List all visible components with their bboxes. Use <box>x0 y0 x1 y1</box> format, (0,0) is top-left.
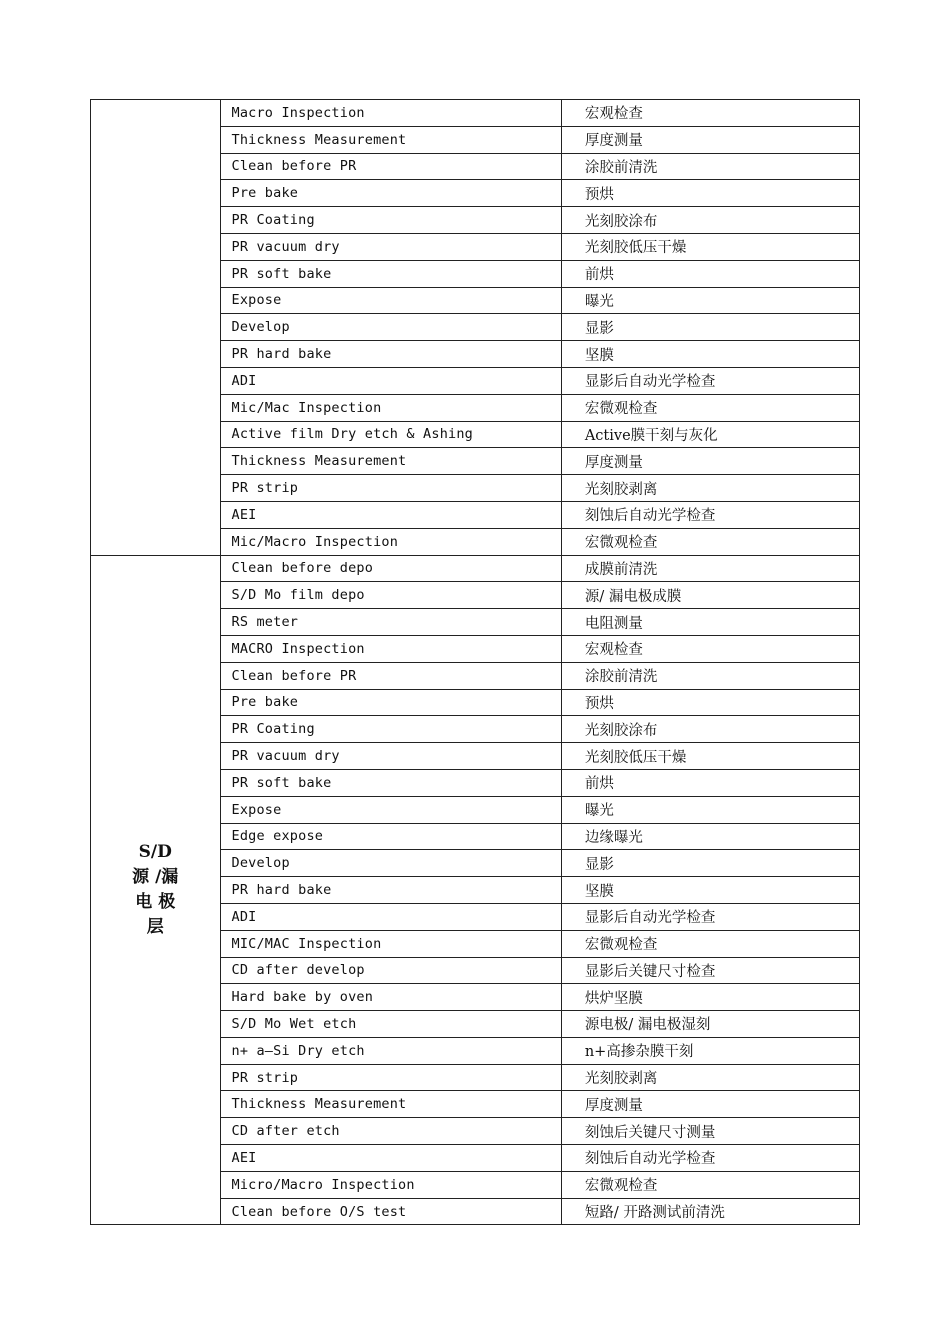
step-english-name: PR Coating <box>220 716 561 743</box>
step-english-name: RS meter <box>220 609 561 636</box>
step-chinese-name: 宏观检查 <box>561 635 859 662</box>
step-english-name: Expose <box>220 287 561 314</box>
step-english-name: Clean before PR <box>220 662 561 689</box>
step-english-name: Expose <box>220 796 561 823</box>
step-english-name: Thickness Measurement <box>220 448 561 475</box>
step-chinese-name: 边缘曝光 <box>561 823 859 850</box>
step-english-name: Active film Dry etch & Ashing <box>220 421 561 448</box>
step-chinese-name: 涂胶前清洗 <box>561 662 859 689</box>
step-chinese-name: 厚度测量 <box>561 448 859 475</box>
step-chinese-name: 刻蚀后自动光学检查 <box>561 1145 859 1172</box>
step-english-name: PR strip <box>220 475 561 502</box>
process-step-row <box>91 100 860 127</box>
layer-name-line: 源 /漏 <box>132 867 179 887</box>
step-chinese-name: 光刻胶低压干燥 <box>561 233 859 260</box>
step-chinese-name: 光刻胶涂布 <box>561 207 859 234</box>
step-chinese-name: 曝光 <box>561 287 859 314</box>
step-english-name: Clean before O/S test <box>220 1198 561 1225</box>
step-english-name: AEI <box>220 1145 561 1172</box>
step-english-name: Mic/Mac Inspection <box>220 394 561 421</box>
step-chinese-name: 曝光 <box>561 796 859 823</box>
step-chinese-name: 源电极/ 漏电极湿刻 <box>561 1011 859 1038</box>
step-chinese-name: 显影 <box>561 314 859 341</box>
step-english-name: Hard bake by oven <box>220 984 561 1011</box>
step-english-name: S/D Mo film depo <box>220 582 561 609</box>
step-chinese-name: 宏观检查 <box>561 100 859 127</box>
step-english-name: PR hard bake <box>220 877 561 904</box>
step-chinese-name: 显影后自动光学检查 <box>561 903 859 930</box>
step-english-name: Macro Inspection <box>220 100 561 127</box>
step-chinese-name: 宏微观检查 <box>561 528 859 555</box>
step-english-name: PR soft bake <box>220 260 561 287</box>
step-chinese-name: 预烘 <box>561 689 859 716</box>
step-english-name: PR soft bake <box>220 769 561 796</box>
step-english-name: Clean before PR <box>220 153 561 180</box>
step-english-name: CD after etch <box>220 1118 561 1145</box>
step-english-name: PR hard bake <box>220 341 561 368</box>
step-english-name: ADI <box>220 367 561 394</box>
step-english-name: S/D Mo Wet etch <box>220 1011 561 1038</box>
step-chinese-name: 前烘 <box>561 769 859 796</box>
step-english-name: PR strip <box>220 1064 561 1091</box>
step-chinese-name: 刻蚀后关键尺寸测量 <box>561 1118 859 1145</box>
step-chinese-name: 光刻胶低压干燥 <box>561 743 859 770</box>
step-chinese-name: 刻蚀后自动光学检查 <box>561 501 859 528</box>
step-english-name: n+ a—Si Dry etch <box>220 1037 561 1064</box>
step-chinese-name: 厚度测量 <box>561 126 859 153</box>
step-chinese-name: n+高掺杂膜干刻 <box>561 1037 859 1064</box>
step-chinese-name: 烘炉坚膜 <box>561 984 859 1011</box>
step-chinese-name: 显影后自动光学检查 <box>561 367 859 394</box>
step-chinese-name: 光刻胶涂布 <box>561 716 859 743</box>
step-chinese-name: 显影后关键尺寸检查 <box>561 957 859 984</box>
step-english-name: Pre bake <box>220 689 561 716</box>
layer-name-cell <box>91 555 221 1225</box>
step-english-name: ADI <box>220 903 561 930</box>
step-english-name: CD after develop <box>220 957 561 984</box>
step-chinese-name: 光刻胶剥离 <box>561 1064 859 1091</box>
step-english-name: Clean before depo <box>220 555 561 582</box>
step-english-name: PR vacuum dry <box>220 233 561 260</box>
step-chinese-name: 厚度测量 <box>561 1091 859 1118</box>
step-chinese-name: 短路/ 开路测试前清洗 <box>561 1198 859 1225</box>
process-step-table <box>90 99 860 1225</box>
step-english-name: AEI <box>220 501 561 528</box>
step-chinese-name: 预烘 <box>561 180 859 207</box>
process-step-row <box>91 555 860 582</box>
step-chinese-name: 光刻胶剥离 <box>561 475 859 502</box>
step-english-name: Develop <box>220 314 561 341</box>
layer-name-line: 电 极 <box>135 892 176 912</box>
step-english-name: Micro/Macro Inspection <box>220 1171 561 1198</box>
step-chinese-name: 成膜前清洗 <box>561 555 859 582</box>
step-english-name: Develop <box>220 850 561 877</box>
step-english-name: Thickness Measurement <box>220 1091 561 1118</box>
step-chinese-name: 显影 <box>561 850 859 877</box>
process-step-table-body <box>91 100 860 1225</box>
step-chinese-name: 涂胶前清洗 <box>561 153 859 180</box>
layer-name-line: S/D <box>138 842 172 862</box>
layer-name-cell <box>91 100 221 556</box>
step-english-name: MIC/MAC Inspection <box>220 930 561 957</box>
step-chinese-name: 前烘 <box>561 260 859 287</box>
step-chinese-name: 宏微观检查 <box>561 930 859 957</box>
step-english-name: Pre bake <box>220 180 561 207</box>
step-english-name: Thickness Measurement <box>220 126 561 153</box>
step-chinese-name: 宏微观检查 <box>561 1171 859 1198</box>
step-chinese-name: 源/ 漏电极成膜 <box>561 582 859 609</box>
step-english-name: PR vacuum dry <box>220 743 561 770</box>
step-chinese-name: Active膜干刻与灰化 <box>561 421 859 448</box>
layer-name-line: 层 <box>146 917 164 937</box>
step-english-name: Edge expose <box>220 823 561 850</box>
step-chinese-name: 坚膜 <box>561 877 859 904</box>
step-chinese-name: 宏微观检查 <box>561 394 859 421</box>
step-english-name: MACRO Inspection <box>220 635 561 662</box>
step-english-name: Mic/Macro Inspection <box>220 528 561 555</box>
step-chinese-name: 坚膜 <box>561 341 859 368</box>
step-chinese-name: 电阻测量 <box>561 609 859 636</box>
step-english-name: PR Coating <box>220 207 561 234</box>
